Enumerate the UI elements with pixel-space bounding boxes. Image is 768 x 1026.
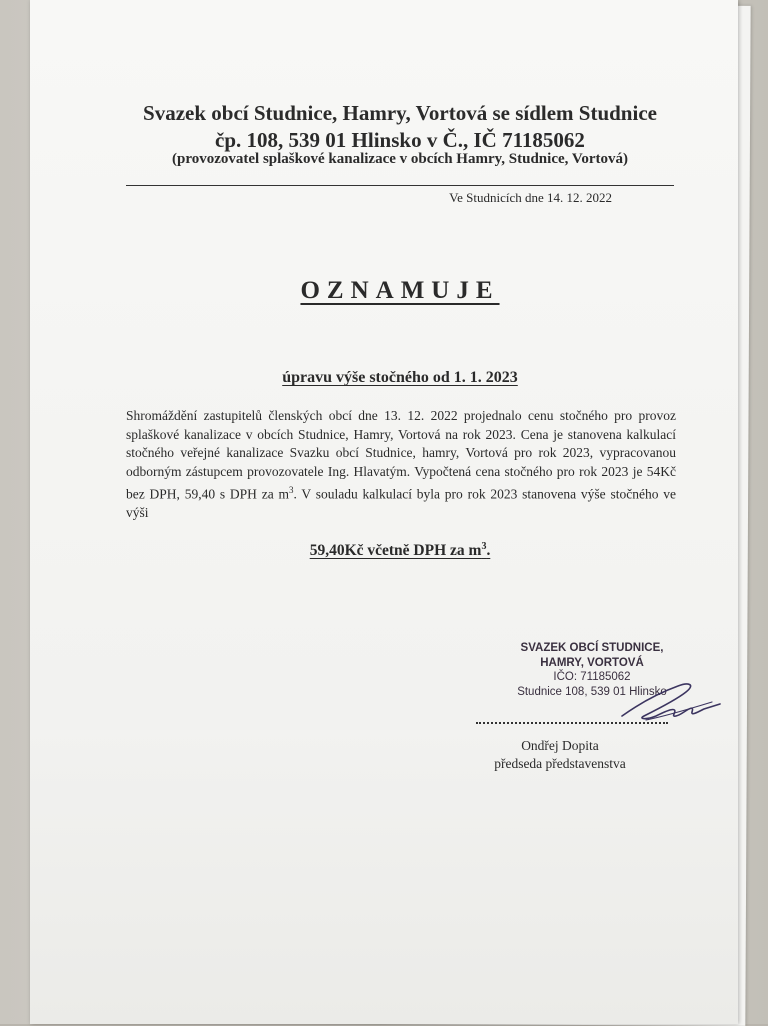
header-rule [126,185,674,186]
price-statement [100,541,700,560]
signer-block [470,737,650,773]
announcement-subheading: úpravu výše stočného od 1. 1. 2023 [282,369,518,386]
organization-subtitle: (provozovatel splaškové kanalizace v obcích Hamry, Studnice, Vortová) [172,151,628,167]
signer-name: Ondřej Dopita [521,738,599,753]
announcement-body [126,407,676,523]
document-page [30,0,738,1024]
stamp-line3: IČO: 71185062 [553,671,631,683]
price-superscript: 3 [481,541,487,552]
stamp-line4: Studnice 108, 539 01 Hlinsko [517,685,667,698]
signature-dotted-line [476,722,668,724]
handwritten-signature [616,676,726,726]
body-superscript: 3 [288,485,294,495]
price-main: 59,40Kč včetně DPH za m [309,542,482,560]
organization-title-line2: čp. 108, 539 01 Hlinsko v Č., IČ 71185062 [215,128,585,152]
body-text-part1: Shromáždění zastupitelů členských obcí dne 13. 12. 2022 projednalo cenu stočného pro provoz splaškové kanalizace v obcích Studnice, Hamry, Vortová na rok 2023. Cena je stanovena kalkulací stočného veřejné kanalizace Svazku obcí Studnice, hamry, Vortová pro rok 2023, vypracovanou odborným zástupcem provozovatele Ing. Hlavatým. Vypočtená cena stočného pro rok 2023 je 54Kč bez DPH, 59,40 s DPH za m [126,408,676,502]
date-line: Ve Studnicích dne 14. 12. 2022 [449,190,612,205]
signer-role: předseda představenstva [494,756,626,771]
stamp-line1: SVAZEK OBCÍ STUDNICE, [520,642,664,654]
body-text-part2: . V souladu kalkulací byla pro rok 2023 stanovena výše stočného ve výši [126,486,676,520]
organization-title-line1: Svazek obcí Studnice, Hamry, Vortová se sídlem Studnice [143,101,657,125]
announcement-heading: OZNAMUJE [300,277,500,304]
stamp-line2: HAMRY, VORTOVÁ [540,656,644,669]
organization-title [100,100,700,154]
price-end: . [486,542,491,560]
